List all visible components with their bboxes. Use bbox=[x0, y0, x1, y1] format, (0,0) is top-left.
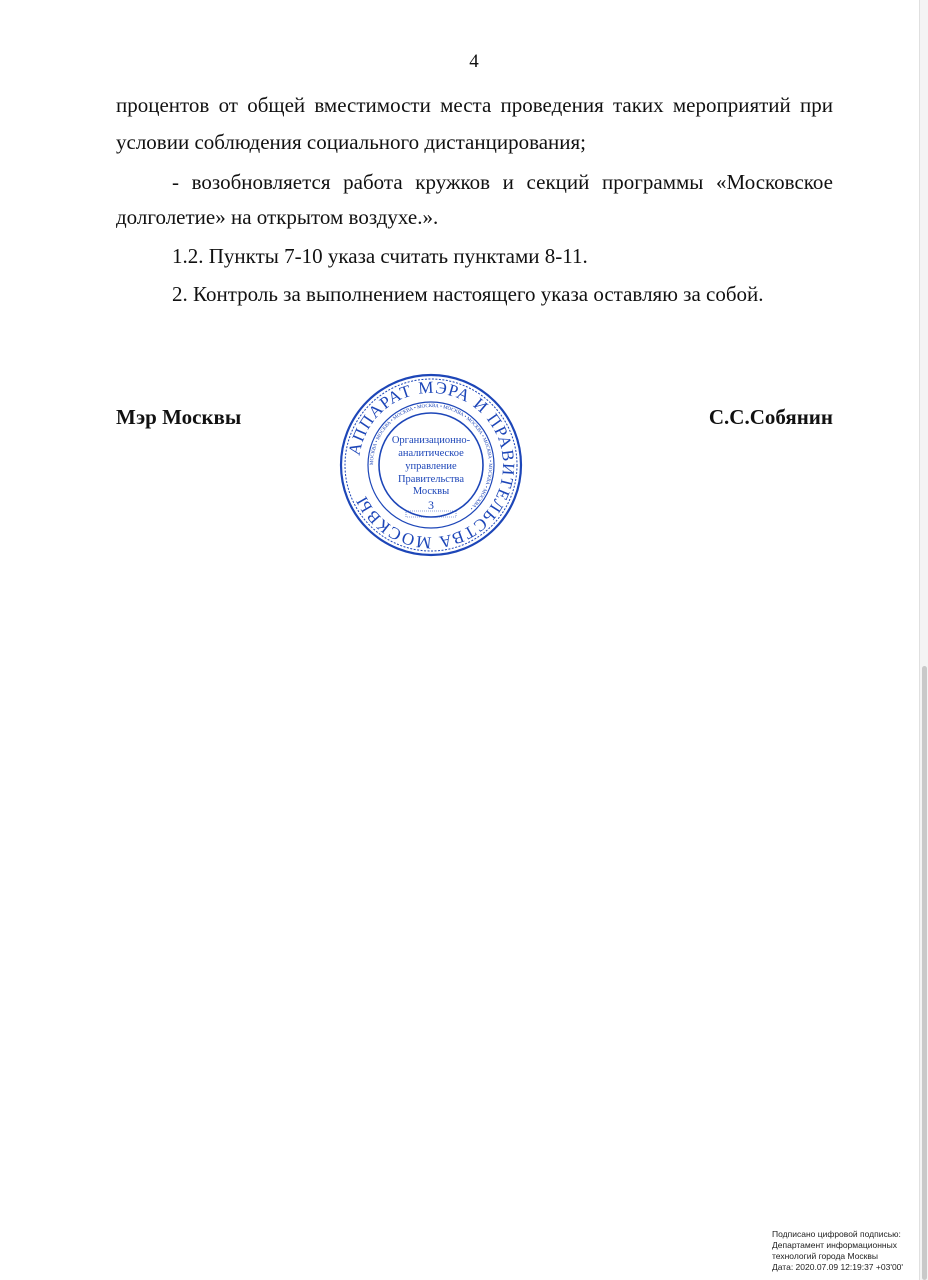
digital-signature-line-3: технологий города Москвы bbox=[772, 1251, 879, 1261]
paragraph-line-2: условии соблюдения социального дистанцирования; bbox=[116, 130, 586, 154]
scrollbar-thumb[interactable] bbox=[922, 666, 927, 1280]
stamp-center-line-4: Правительства bbox=[397, 474, 465, 485]
digital-signature-line-1: Подписано цифровой подписью: bbox=[772, 1229, 901, 1239]
stamp-center-line-1: Организационно- bbox=[391, 435, 471, 446]
paragraph-line-6: 2. Контроль за выполнением настоящего указа оставляю за собой. bbox=[172, 282, 764, 306]
stamp-outer-text: АППАРАТ МЭРА И ПРАВИТЕЛЬСТВА МОСКВЫ bbox=[344, 377, 519, 553]
signature-title: Мэр Москвы bbox=[116, 405, 242, 429]
stamp-center-line-2: аналитическое bbox=[398, 448, 464, 459]
paragraph-line-1: процентов от общей вместимости места проведения таких мероприятий при bbox=[116, 93, 833, 117]
paragraph-line-3: - возобновляется работа кружков и секций программы «Московское bbox=[172, 170, 833, 194]
digital-signature-line-2: Департамент информационных bbox=[772, 1240, 897, 1250]
page-number: 4 bbox=[469, 51, 479, 72]
signature-name: С.С.Собянин bbox=[708, 405, 833, 429]
paragraph-line-5: 1.2. Пункты 7-10 указа считать пунктами 8-11. bbox=[172, 244, 588, 268]
paragraph-line-4: долголетие» на открытом воздухе.». bbox=[116, 205, 439, 229]
stamp-center-number: 3 bbox=[428, 498, 434, 512]
stamp-center-line-3: управление bbox=[405, 461, 457, 472]
stamp-center-line-5: Москвы bbox=[412, 486, 450, 497]
vertical-scrollbar[interactable] bbox=[919, 0, 928, 1280]
official-stamp bbox=[336, 370, 526, 560]
stamp-graphic bbox=[336, 370, 526, 560]
stamp-micro-text: МОСКВА • МОСКВА • МОСКВА • МОСКВА • МОСКВА • МОСКВА • МОСКВА • МОСКВА • МОСКВА • bbox=[369, 403, 493, 511]
digital-signature-note bbox=[772, 1229, 903, 1273]
digital-signature-line-4: Дата: 2020.07.09 12:19:37 +03'00' bbox=[772, 1262, 904, 1272]
